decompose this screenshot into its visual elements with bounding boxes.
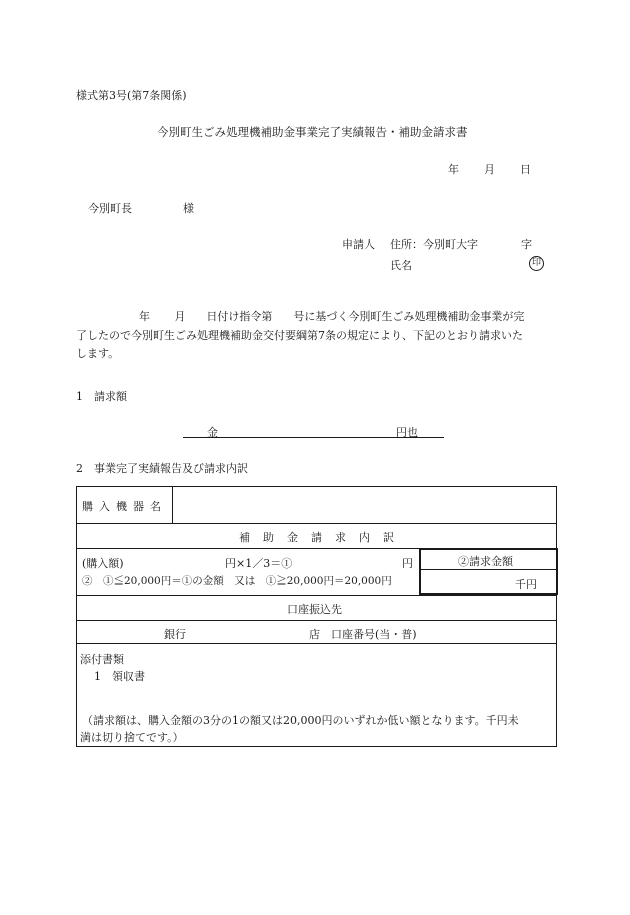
body-line-1 [76,308,554,327]
addressee-honorific: 様 [183,202,194,215]
note-line-2: 満は切り捨てです。） [80,731,184,744]
rule-line: ② ①≦20,000円＝①の金額 又は ①≧20,000円＝20,000円 [82,575,392,587]
claim-amount-label: ②請求金額 [458,555,513,568]
body-directive: 日付け指令第 [206,310,273,323]
note-line-1: （請求額は、購入金額の3分の1の額又は20,000円のいずれか低い額となります。千円未 [82,714,519,727]
device-label: 購入機器名 [82,500,167,513]
bank-label: 銀行 [164,628,186,641]
body-month: 月 [174,310,186,323]
row-line-4 [76,620,557,621]
row-line-5 [76,643,557,644]
yen-label: 円 [402,557,413,570]
date-day: 日 [520,163,531,176]
amount-kin: 金 [207,426,218,439]
row-line-3 [76,595,557,596]
body-line-2: 了したので今別町生ごみ処理機補助金交付要綱第7条の規定により、下記のとおり請求いた [76,328,523,342]
body-year: 年 [138,310,150,323]
applicant-address-label: 住所：今別町大字 [390,238,478,251]
form-number: 様式第3号(第7条関係) [76,89,187,102]
row-line-1 [76,523,557,524]
attachments-label: 添付書類 [80,653,124,666]
section1-heading: 1 請求額 [76,390,127,403]
breakdown-header: 補助金請求内訳 [239,531,407,544]
applicant-label: 申請人 [342,238,375,251]
device-divider [172,486,173,523]
addressee-name: 今別町長 [88,202,132,215]
purchase-label: (購入額) [82,557,124,570]
applicant-aza: 字 [521,238,532,251]
amount-underline [183,424,444,438]
applicant-name-label: 氏名 [390,259,412,272]
thousand-yen-label: 千円 [515,578,537,591]
claim-box-divider [419,569,558,570]
section2-heading: 2 事業完了実績報告及び請求内訳 [76,462,248,475]
body-line1-rest: 号に基づく今別町生ごみ処理機補助金事業が完 [293,310,525,323]
bank-header: 口座振込先 [287,603,342,616]
date-year: 年 [448,163,459,176]
body-paragraph [76,308,554,364]
seal-mark: 印 [529,256,544,271]
formula-text: 円×1／3＝① [225,557,293,570]
branch-account-label: 店 口座番号(当・普) [309,628,417,641]
amount-yen-nari: 円也 [396,426,418,439]
date-month: 月 [484,163,495,176]
document-title: 今別町生ごみ処理機補助金事業完了実績報告・補助金請求書 [157,125,468,139]
body-line-3: します。 [76,347,120,360]
attachment-item-1: 1 領収書 [94,670,145,683]
